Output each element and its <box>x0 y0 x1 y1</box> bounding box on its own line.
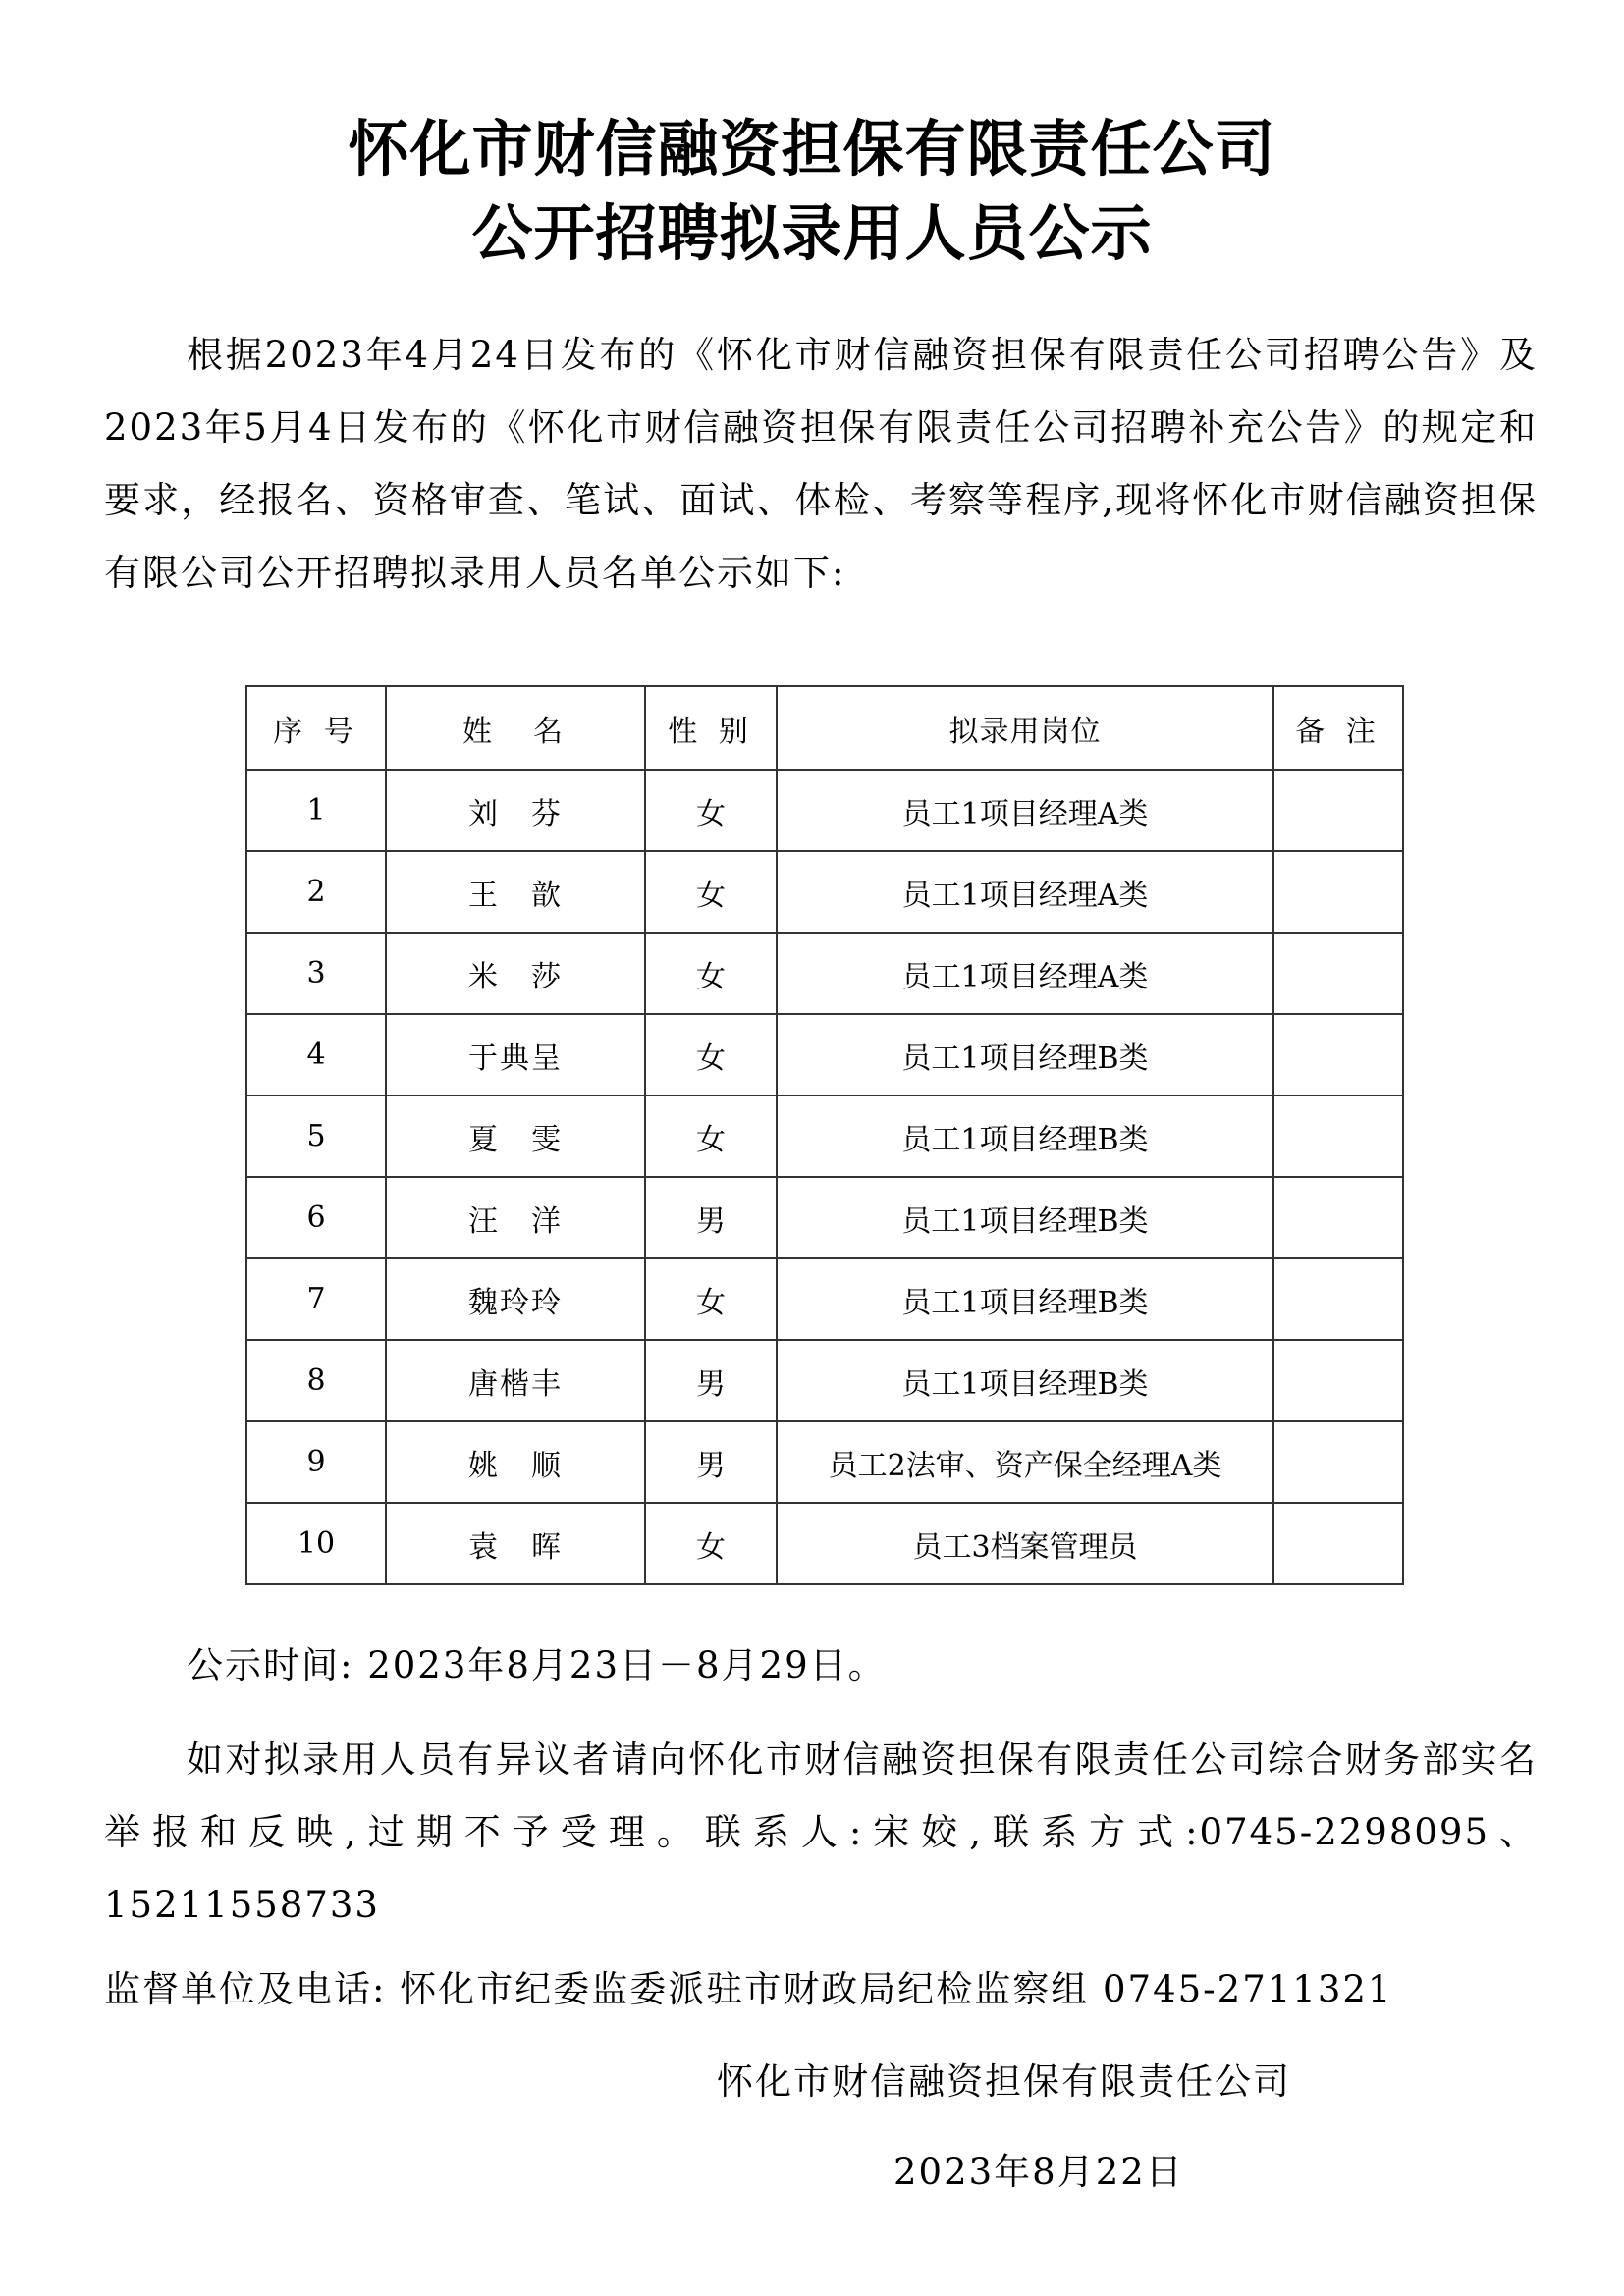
table-row <box>246 770 1403 851</box>
cell-note <box>1273 851 1403 933</box>
cell-number: 5 <box>246 1095 386 1177</box>
header-note: 备 注 <box>1273 686 1403 770</box>
cell-name: 魏玲玲 <box>386 1258 645 1340</box>
objection-paragraph: 如对拟录用人员有异议者请向怀化市财信融资担保有限责任公司综合财务部实名举报和反映,过期不予受理。联系人:宋姣,联系方式:0745-2298095、15211558733 <box>104 1738 1538 1926</box>
cell-name: 刘 芬 <box>386 770 645 851</box>
table-row <box>246 1095 1403 1177</box>
cell-gender: 女 <box>645 1503 777 1584</box>
signature-date: 2023年8月22日 <box>893 2151 1184 2193</box>
cell-position: 员工1项目经理B类 <box>777 1095 1273 1177</box>
cell-note <box>1273 1258 1403 1340</box>
cell-gender: 女 <box>645 770 777 851</box>
header-position: 拟录用岗位 <box>777 686 1273 770</box>
cell-gender: 女 <box>645 933 777 1014</box>
cell-number: 8 <box>246 1340 386 1421</box>
cell-number: 6 <box>246 1177 386 1258</box>
cell-position: 员工1项目经理B类 <box>777 1014 1273 1095</box>
cell-number: 3 <box>246 933 386 1014</box>
table-header-row <box>246 686 1403 770</box>
cell-number: 2 <box>246 851 386 933</box>
cell-name: 夏 雯 <box>386 1095 645 1177</box>
table-row <box>246 851 1403 933</box>
cell-name: 王 歆 <box>386 851 645 933</box>
cell-name: 于典呈 <box>386 1014 645 1095</box>
cell-position: 员工3档案管理员 <box>777 1503 1273 1584</box>
cell-gender: 男 <box>645 1421 777 1503</box>
supervision-line: 监督单位及电话: 怀化市纪委监委派驻市财政局纪检监察组 0745-2711321 <box>104 1968 1393 2010</box>
cell-note <box>1273 933 1403 1014</box>
cell-note <box>1273 1421 1403 1503</box>
cell-position: 员工2法审、资产保全经理A类 <box>777 1421 1273 1503</box>
cell-gender: 女 <box>645 1258 777 1340</box>
cell-note <box>1273 1014 1403 1095</box>
cell-note <box>1273 1340 1403 1421</box>
cell-position: 员工1项目经理A类 <box>777 933 1273 1014</box>
cell-gender: 女 <box>645 1095 777 1177</box>
document-title-line2: 公开招聘拟录用人员公示 <box>471 197 1153 269</box>
cell-number: 7 <box>246 1258 386 1340</box>
table-row <box>246 1503 1403 1584</box>
cell-number: 1 <box>246 770 386 851</box>
cell-position: 员工1项目经理B类 <box>777 1177 1273 1258</box>
table-row <box>246 1258 1403 1340</box>
cell-number: 10 <box>246 1503 386 1584</box>
table-row <box>246 1014 1403 1095</box>
cell-position: 员工1项目经理A类 <box>777 851 1273 933</box>
cell-gender: 男 <box>645 1340 777 1421</box>
cell-note <box>1273 1503 1403 1584</box>
header-name: 姓 名 <box>386 686 645 770</box>
cell-number: 9 <box>246 1421 386 1503</box>
header-number: 序 号 <box>246 686 386 770</box>
header-gender: 性 别 <box>645 686 777 770</box>
cell-name: 姚 顺 <box>386 1421 645 1503</box>
cell-name: 汪 洋 <box>386 1177 645 1258</box>
table-row <box>246 1340 1403 1421</box>
candidate-table <box>245 685 1404 1585</box>
table-row <box>246 1177 1403 1258</box>
cell-position: 员工1项目经理B类 <box>777 1340 1273 1421</box>
cell-note <box>1273 770 1403 851</box>
cell-note <box>1273 1177 1403 1258</box>
table-row <box>246 1421 1403 1503</box>
cell-gender: 女 <box>645 1014 777 1095</box>
cell-gender: 男 <box>645 1177 777 1258</box>
cell-name: 唐楷丰 <box>386 1340 645 1421</box>
cell-note <box>1273 1095 1403 1177</box>
cell-position: 员工1项目经理A类 <box>777 770 1273 851</box>
cell-gender: 女 <box>645 851 777 933</box>
intro-paragraph: 根据2023年4月24日发布的《怀化市财信融资担保有限责任公司招聘公告》及2023年5月4日发布的《怀化市财信融资担保有限责任公司招聘补充公告》的规定和要求，经报名、资格审查、笔试、面试、体检、考察等程序,现将怀化市财信融资担保有限公司公开招聘拟录用人员名单公示如下: <box>104 334 1538 594</box>
cell-position: 员工1项目经理B类 <box>777 1258 1273 1340</box>
cell-name: 米 莎 <box>386 933 645 1014</box>
table-row <box>246 933 1403 1014</box>
notice-period: 公示时间: 2023年8月23日－8月29日。 <box>187 1644 887 1686</box>
cell-name: 袁 晖 <box>386 1503 645 1584</box>
signature-organization: 怀化市财信融资担保有限责任公司 <box>717 2060 1291 2103</box>
cell-number: 4 <box>246 1014 386 1095</box>
document-title-line1: 怀化市财信融资担保有限责任公司 <box>348 113 1276 185</box>
